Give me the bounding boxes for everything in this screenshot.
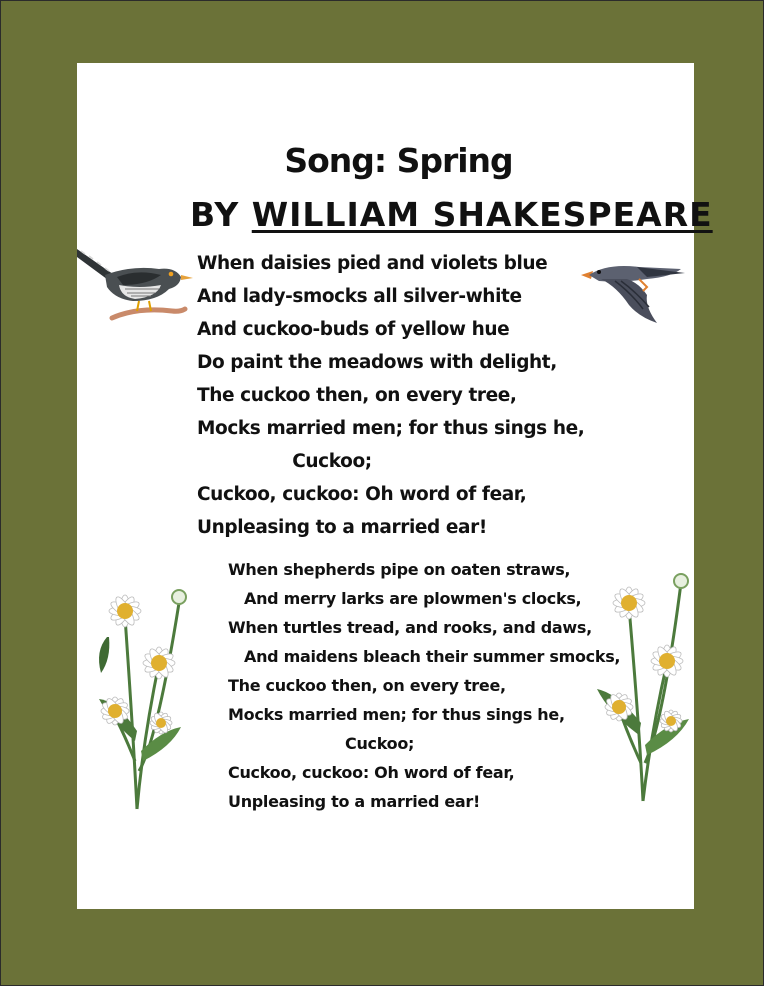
poem-line: When daisies pied and violets blue xyxy=(197,253,548,274)
poem-line: Unpleasing to a married ear! xyxy=(197,517,487,538)
stanza-2 xyxy=(228,555,620,816)
poster-page xyxy=(77,63,713,909)
poem-line: The cuckoo then, on every tree, xyxy=(228,676,506,695)
poem-title: Song: Spring xyxy=(284,141,513,180)
poem-line: Unpleasing to a married ear! xyxy=(228,792,481,811)
poem-line: Cuckoo, cuckoo: Oh word of fear, xyxy=(197,484,527,505)
poem-line: When shepherds pipe on oaten straws, xyxy=(228,560,571,579)
byline xyxy=(190,195,713,234)
poem-line: Cuckoo, cuckoo: Oh word of fear, xyxy=(228,763,515,782)
daisy-flower xyxy=(109,595,142,628)
flying-bird-icon xyxy=(577,257,692,329)
poem-line: And cuckoo-buds of yellow hue xyxy=(197,319,510,340)
poem-line: The cuckoo then, on every tree, xyxy=(197,385,517,406)
author-name: WILLIAM SHAKESPEARE xyxy=(251,195,713,234)
poem-line: And lady-smocks all silver-white xyxy=(197,286,522,307)
cuckoo-bird-icon xyxy=(77,245,202,325)
poem-line: Do paint the meadows with delight, xyxy=(197,352,557,373)
stanza-1 xyxy=(197,247,585,544)
poem-line: Mocks married men; for thus sings he, xyxy=(197,418,585,439)
poem-line: And merry larks are plowmen's clocks, xyxy=(244,589,582,608)
poem-line: Mocks married men; for thus sings he, xyxy=(228,705,565,724)
poem-line: And maidens bleach their summer smocks, xyxy=(244,647,621,666)
poem-line: When turtles tread, and rooks, and daws, xyxy=(228,618,592,637)
by-prefix: BY xyxy=(190,195,240,234)
poem-line: Cuckoo; xyxy=(292,451,372,472)
poem-line: Cuckoo; xyxy=(345,734,415,753)
daisy-bouquet-icon xyxy=(87,581,197,811)
